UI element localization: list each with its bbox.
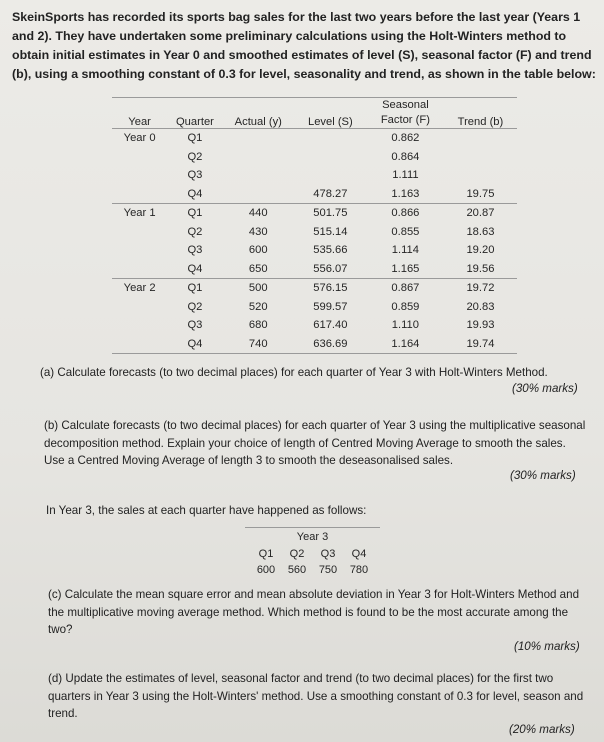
cell-actual <box>223 148 294 167</box>
cell-level: 515.14 <box>313 225 348 238</box>
cell-actual: 740 <box>223 335 294 354</box>
cell-quarter: Q3 <box>187 169 203 182</box>
cell-year: Year 1 <box>123 207 156 220</box>
cell-year <box>112 241 167 260</box>
cell-trend: 19.56 <box>444 260 517 279</box>
cell-quarter: Q2 <box>187 225 203 238</box>
cell-level: 478.27 <box>294 185 367 204</box>
year3-sale: 560 <box>287 564 307 576</box>
table-row <box>112 260 517 279</box>
cell-seasonal: 1.114 <box>391 244 419 257</box>
cell-actual: 520 <box>248 300 268 313</box>
cell-seasonal: 1.165 <box>367 260 444 279</box>
cell-quarter: Q3 <box>187 319 203 332</box>
cell-quarter: Q4 <box>167 335 222 354</box>
intro-paragraph: SkeinSports has recorded its sports bag sales for the last two years before the last year (Years 1 and 2). They have undertaken some preliminary calculations using the Holt-Winters method to obtain initial estimates in Year 0 and smoothed estimates of level (S), seasonal factor (F) and trend (b), using a smoothing constant of 0.3 for level, seasonality and trend, as shown in the table below: <box>12 10 596 81</box>
cell-year <box>112 185 167 204</box>
cell-year <box>112 316 167 335</box>
cell-trend: 19.75 <box>444 185 517 204</box>
cell-actual <box>223 129 294 148</box>
question-b: (b) Calculate forecasts (to two decimal places) for each quarter of Year 3 using the multiplicative seasonal decomposition method. Explain your choice of length of Centred Moving Average to smooth the sales. Use a Centred Moving Average of length 3 to smooth the deseasonalised sales. <box>44 419 586 467</box>
cell-year <box>112 148 167 167</box>
table-row <box>112 241 517 260</box>
cell-seasonal: 0.855 <box>391 225 420 238</box>
question-a-marks: (30% marks) <box>512 382 578 395</box>
cell-quarter: Q1 <box>187 207 203 220</box>
year3-sale: 780 <box>349 564 369 576</box>
cell-trend: 20.87 <box>466 207 495 220</box>
cell-seasonal: 0.864 <box>391 150 420 163</box>
cell-trend: 20.83 <box>466 300 495 313</box>
cell-trend <box>444 166 517 185</box>
cell-level: 599.57 <box>313 300 348 313</box>
cell-seasonal: 0.859 <box>391 300 420 313</box>
year3-quarter: Q3 <box>320 548 336 560</box>
header-level: Level (S) <box>307 116 353 128</box>
question-d: (d) Update the estimates of level, seasonal factor and trend (to two decimal places) for the first two quarters in Year 3 using the Holt-Winters' method. Use a smoothing constant of 0.3 for level, season and trend. <box>48 672 584 720</box>
question-c: (c) Calculate the mean square error and mean absolute deviation in Year 3 for Holt-Winters Method and the multiplicative moving average method. Which method is found to be the most accurate among the two? <box>48 588 580 636</box>
cell-trend <box>444 148 517 167</box>
table-row <box>112 223 517 242</box>
cell-seasonal: 0.866 <box>391 207 420 220</box>
cell-quarter: Q2 <box>187 150 203 163</box>
cell-year <box>112 335 167 354</box>
table-row <box>112 316 517 335</box>
cell-actual: 440 <box>248 207 268 220</box>
cell-trend: 19.74 <box>444 335 517 354</box>
cell-seasonal: 0.862 <box>391 132 420 145</box>
cell-trend: 19.20 <box>466 244 495 257</box>
cell-year <box>112 260 167 279</box>
cell-level: 636.69 <box>294 335 367 354</box>
cell-seasonal: 1.164 <box>367 335 444 354</box>
year3-sales-row <box>245 562 380 578</box>
header-year: Year <box>128 116 151 128</box>
cell-year: Year 2 <box>123 282 156 295</box>
table-row <box>112 129 517 148</box>
question-a: (a) Calculate forecasts (to two decimal places) for each quarter of Year 3 with Holt-Winters Method. <box>40 366 548 379</box>
cell-quarter: Q4 <box>167 260 222 279</box>
cell-actual: 600 <box>248 244 268 257</box>
year3-intro: In Year 3, the sales at each quarter have happened as follows: <box>46 504 367 517</box>
cell-actual: 500 <box>248 282 268 295</box>
cell-level: 556.07 <box>294 260 367 279</box>
cell-actual <box>223 185 294 204</box>
cell-level: 576.15 <box>313 282 348 295</box>
cell-seasonal: 0.867 <box>391 282 420 295</box>
cell-year <box>112 166 167 185</box>
cell-year: Year 0 <box>123 132 156 145</box>
cell-level: 535.66 <box>313 244 348 257</box>
cell-quarter: Q2 <box>187 300 203 313</box>
header-seasonal-line1: Seasonal <box>382 99 429 111</box>
cell-actual <box>223 166 294 185</box>
cell-seasonal: 1.163 <box>367 185 444 204</box>
cell-quarter: Q1 <box>187 282 203 295</box>
cell-level: 617.40 <box>313 319 348 332</box>
table-row <box>112 148 517 167</box>
cell-quarter: Q3 <box>187 244 203 257</box>
cell-trend: 18.63 <box>466 225 495 238</box>
year3-sale: 600 <box>256 564 276 576</box>
cell-year <box>112 223 167 242</box>
cell-actual: 650 <box>223 260 294 279</box>
cell-actual: 680 <box>248 319 268 332</box>
table-row <box>112 335 517 354</box>
cell-level <box>294 166 367 185</box>
question-d-marks: (20% marks) <box>509 723 575 736</box>
cell-level <box>294 129 367 148</box>
cell-quarter: Q1 <box>187 132 203 145</box>
table-row <box>112 185 517 204</box>
cell-quarter: Q4 <box>167 185 222 204</box>
year3-title: Year 3 <box>296 531 329 543</box>
cell-year <box>112 298 167 317</box>
table-row <box>112 204 517 223</box>
cell-seasonal: 1.111 <box>392 169 419 182</box>
year3-sales-table <box>245 527 380 578</box>
header-seasonal-line2: Factor (F) <box>380 114 430 126</box>
header-seasonal-factor <box>367 98 444 129</box>
holt-winters-table <box>112 97 517 354</box>
table-row <box>112 298 517 317</box>
header-trend: Trend (b) <box>457 116 504 128</box>
cell-level <box>294 148 367 167</box>
table-row <box>112 166 517 185</box>
year3-quarter: Q2 <box>289 548 305 560</box>
header-quarter: Quarter <box>175 116 214 128</box>
table-body <box>112 129 517 354</box>
year3-quarter-row <box>245 546 380 562</box>
cell-actual: 430 <box>248 225 268 238</box>
cell-seasonal: 1.110 <box>391 319 419 332</box>
question-b-marks: (30% marks) <box>510 469 576 482</box>
cell-trend: 19.93 <box>466 319 495 332</box>
header-actual: Actual (y) <box>234 116 282 128</box>
table-header-row <box>112 98 517 129</box>
year3-sale: 750 <box>318 564 338 576</box>
cell-trend: 19.72 <box>466 282 495 295</box>
question-c-marks: (10% marks) <box>514 640 580 653</box>
cell-trend <box>444 129 517 148</box>
table-row <box>112 279 517 298</box>
year3-quarter: Q4 <box>351 548 367 560</box>
cell-level: 501.75 <box>313 207 348 220</box>
year3-quarter: Q1 <box>258 548 274 560</box>
